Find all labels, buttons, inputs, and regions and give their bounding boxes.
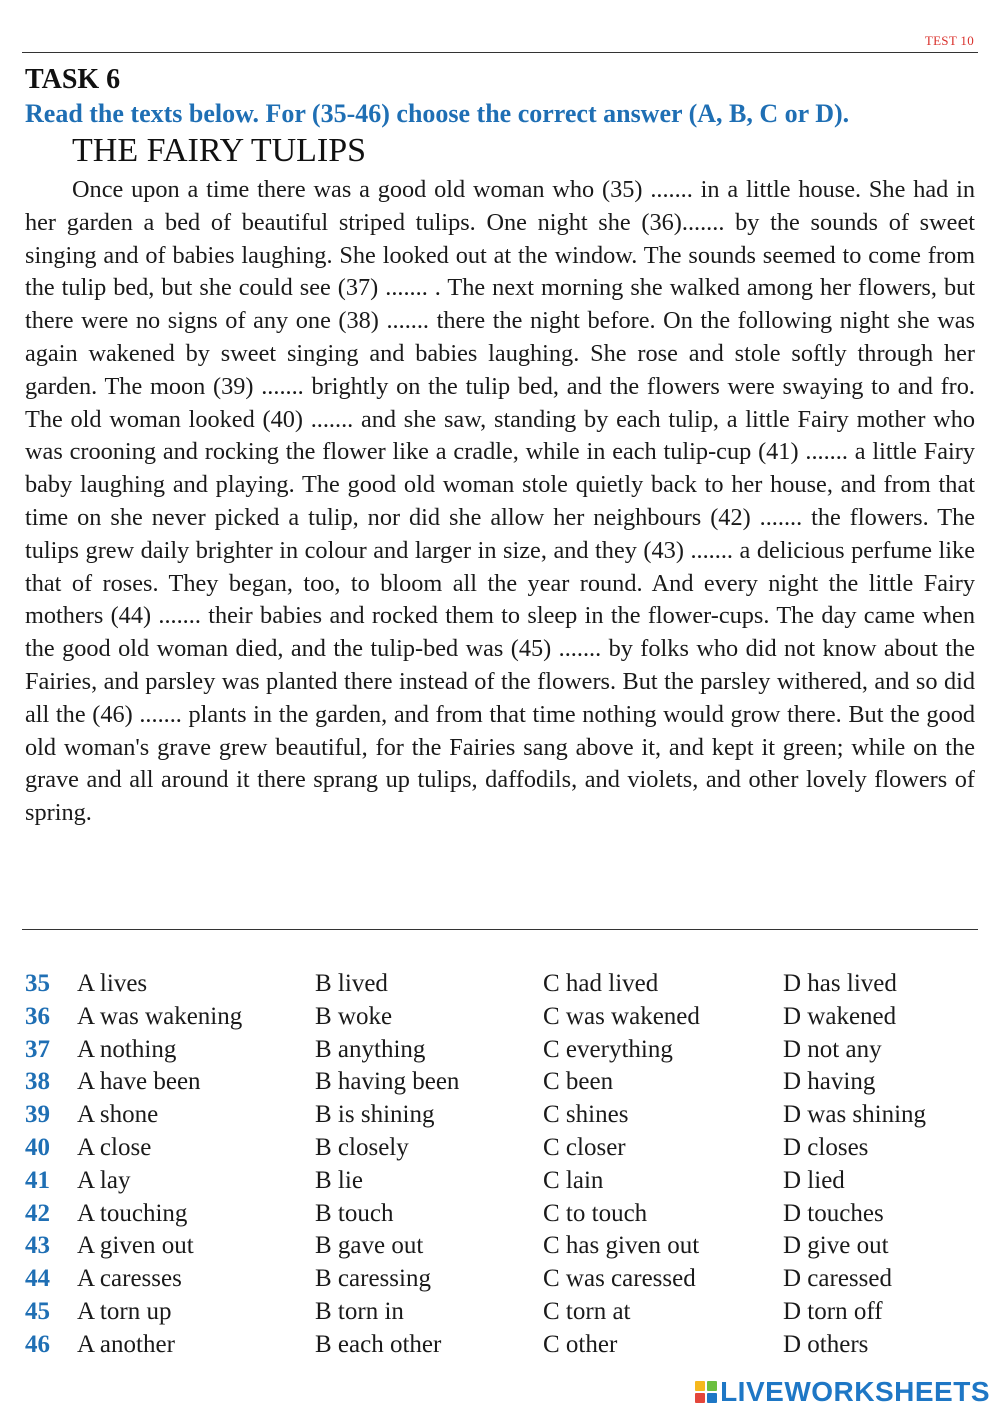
answer-row <box>25 1066 985 1099</box>
answer-option-a: A nothing <box>77 1035 177 1063</box>
answer-row <box>25 1329 985 1362</box>
answer-option-d: D others <box>783 1330 869 1358</box>
question-number: 35 <box>25 970 50 997</box>
answer-option-a: A given out <box>77 1232 194 1260</box>
answer-option-d: D has lived <box>783 970 897 997</box>
answer-option-b: B caressing <box>315 1265 431 1293</box>
story-divider <box>22 929 978 930</box>
question-number: 45 <box>25 1297 50 1325</box>
answer-option-c: C closer <box>543 1133 626 1161</box>
answer-option-c: C to touch <box>543 1199 648 1227</box>
story-title: THE FAIRY TULIPS <box>72 132 367 169</box>
answer-option-d: D was shining <box>783 1101 927 1129</box>
brand-text: LIVEWORKSHEETS <box>720 1376 990 1407</box>
question-number: 43 <box>25 1232 50 1260</box>
answer-option-a: A torn up <box>77 1297 172 1325</box>
answer-option-a: A lay <box>77 1166 131 1194</box>
answer-option-c: C lain <box>543 1166 604 1194</box>
answer-option-d: D caressed <box>783 1265 892 1293</box>
answer-option-d: D wakened <box>783 1002 897 1030</box>
answer-row <box>25 1165 985 1198</box>
answer-options-list <box>25 968 985 1362</box>
answer-option-d: D having <box>783 1068 876 1096</box>
question-number: 38 <box>25 1068 50 1096</box>
answer-option-a: A shone <box>77 1101 159 1129</box>
answer-option-c: C had lived <box>543 970 659 997</box>
question-number: 40 <box>25 1133 50 1161</box>
answer-row <box>25 1296 985 1329</box>
answer-option-b: B torn in <box>315 1297 404 1325</box>
question-number: 41 <box>25 1166 50 1194</box>
answer-row <box>25 1263 985 1296</box>
answer-option-b: B gave out <box>315 1232 424 1260</box>
answer-option-d: D give out <box>783 1232 889 1260</box>
answer-option-a: A lives <box>77 970 148 997</box>
answer-row <box>25 1034 985 1067</box>
answer-option-a: A another <box>77 1330 175 1358</box>
header-divider <box>22 52 978 53</box>
question-number: 36 <box>25 1002 50 1030</box>
answer-option-b: B closely <box>315 1133 409 1161</box>
liveworksheets-brand <box>695 1376 990 1408</box>
answer-option-b: B each other <box>315 1330 442 1358</box>
answer-option-c: C been <box>543 1068 614 1096</box>
answer-option-c: C shines <box>543 1101 629 1129</box>
answer-row <box>25 1099 985 1132</box>
question-number: 37 <box>25 1035 50 1063</box>
answer-option-a: A caresses <box>77 1265 182 1293</box>
answer-option-b: B touch <box>315 1199 394 1227</box>
answer-option-d: D closes <box>783 1133 869 1161</box>
answer-option-b: B is shining <box>315 1101 435 1129</box>
liveworksheets-logo-icon <box>695 1381 717 1403</box>
answer-row <box>25 1001 985 1034</box>
answer-option-b: B woke <box>315 1002 393 1030</box>
answer-option-c: C has given out <box>543 1232 700 1260</box>
task-instruction: Read the texts below. For (35-46) choose the correct answer (A, B, C or D). <box>25 99 850 128</box>
answer-option-a: A close <box>77 1133 152 1161</box>
answer-option-d: D touches <box>783 1199 884 1227</box>
answer-option-c: C everything <box>543 1035 673 1063</box>
answer-option-b: B lived <box>315 970 388 997</box>
question-number: 39 <box>25 1101 50 1129</box>
answer-option-c: C was caressed <box>543 1265 696 1293</box>
answer-row <box>25 1198 985 1231</box>
answer-option-d: D not any <box>783 1035 882 1063</box>
test-label: TEST 10 <box>924 33 974 48</box>
story-text: Once upon a time there was a good old woman who (35) ....... in a little house. She had in her garden a bed of beautiful striped tulips. One night she (36)....... by the sounds of sweet singing and of babies laughing. She looked out at the window. The sounds seemed to come from the tulip bed, but she could see (37) ....... . The next morning she walked among her flowers, but there were no signs of any one (38) ....... there the night before. On the following night she was again wakened by sweet singing and babies laughing. She rose and stole softly through her garden. The moon (39) ....... brightly on the tulip bed, and the flowers were swaying to and fro. The old woman looked (40) ....... and she saw, standing by each tulip, a little Fairy mother who was crooning and rocking the flower like a cradle, while in each tulip-cup (41) ....... a little Fairy baby laughing and playing. The good old woman stole quietly back to her house, and from that time on she never picked a tulip, nor did she allow her neighbours (42) ....... the flowers. The tulips grew daily brighter in colour and larger in size, and they (43) ....... a delicious perfume like that of roses. They began, too, to bloom all the year round. And every night the little Fairy mothers (44) ....... their babies and rocked them to sleep in the flower-cups. The day came when the good old woman died, and the tulip-bed was (45) ....... by folks who did not know about the Fairies, and parsley was planted there instead of the flowers. But the parsley withered, and so did all the (46) ....... plants in the garden, and from that time nothing would grow there. But the good old woman's grave grew beautiful, for the Fairies sang above it, and kept it green; while on the grave and all around it there sprang up tulips, daffodils, and violets, and other lovely flowers of spring. <box>25 176 975 827</box>
question-number: 42 <box>25 1199 50 1227</box>
question-number: 44 <box>25 1265 50 1293</box>
answer-option-a: A have been <box>77 1068 201 1096</box>
task-title: TASK 6 <box>25 64 121 95</box>
answer-option-c: C torn at <box>543 1297 631 1325</box>
answer-option-c: C other <box>543 1330 618 1358</box>
answer-option-a: A was wakening <box>77 1002 243 1030</box>
answer-option-b: B lie <box>315 1166 363 1194</box>
answer-row <box>25 968 985 1001</box>
answer-row <box>25 1132 985 1165</box>
answer-option-b: B anything <box>315 1035 426 1063</box>
answer-option-d: D lied <box>783 1166 845 1194</box>
answer-option-d: D torn off <box>783 1297 883 1325</box>
question-number: 46 <box>25 1330 50 1358</box>
answer-option-c: C was wakened <box>543 1002 700 1030</box>
answer-option-b: B having been <box>315 1068 460 1096</box>
answer-option-a: A touching <box>77 1199 188 1227</box>
answer-row <box>25 1230 985 1263</box>
